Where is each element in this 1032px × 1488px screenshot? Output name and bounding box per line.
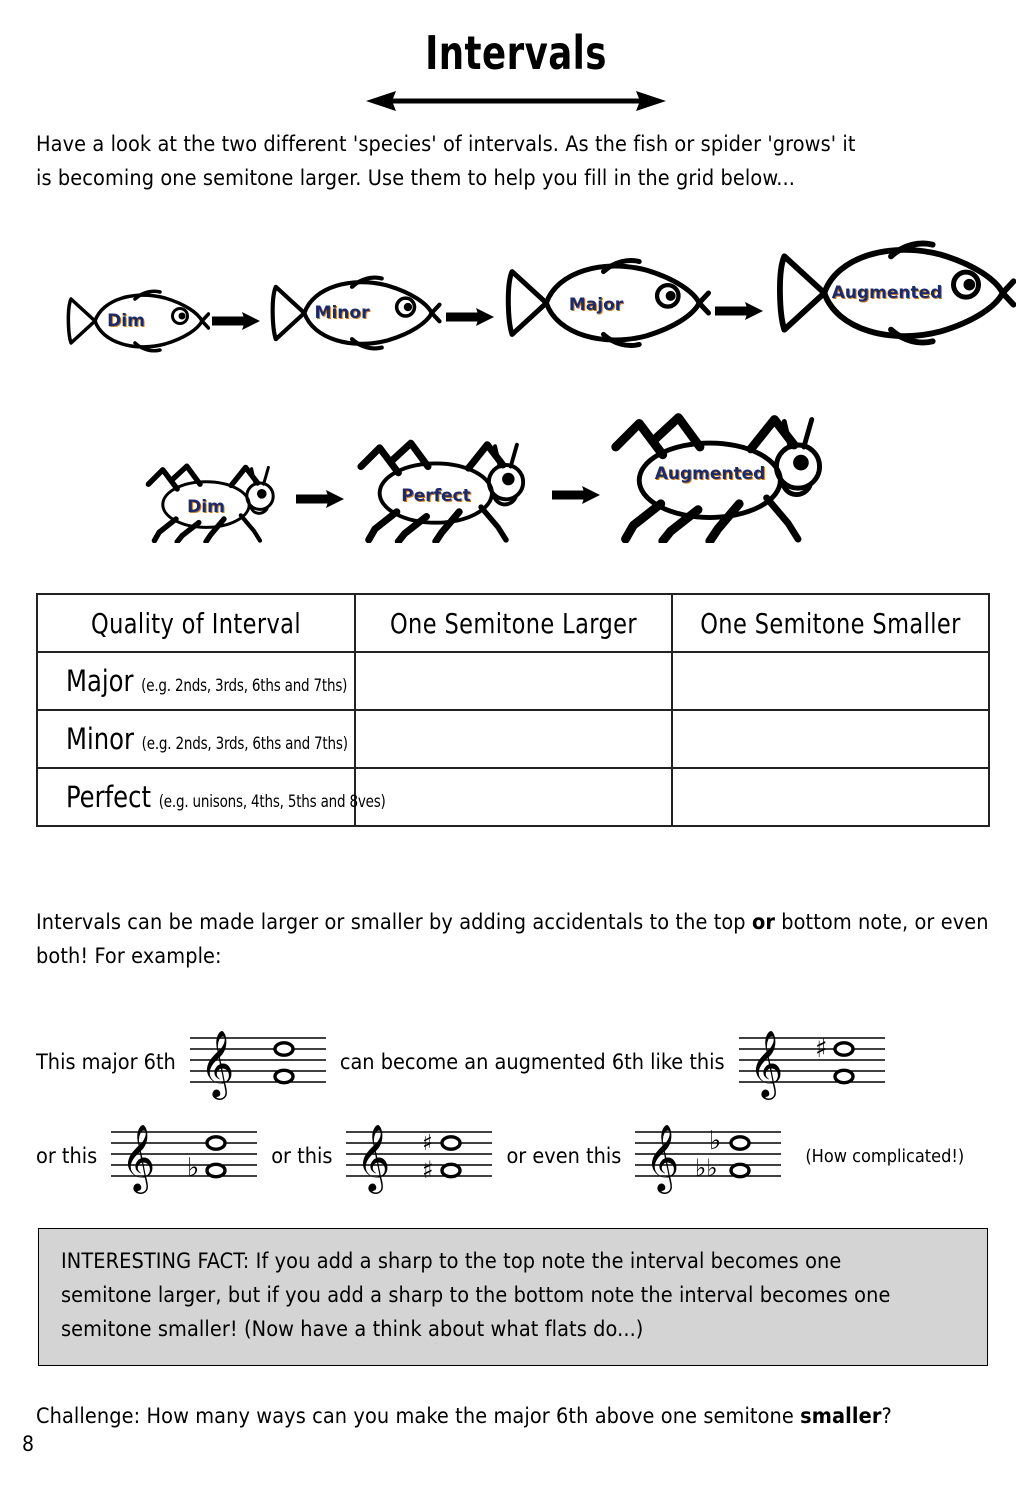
whole-note-top	[207, 1137, 225, 1149]
example-text-can-become: can become an augmented 6th like this	[339, 1049, 725, 1075]
double-sharp-icon: ♯	[422, 1131, 434, 1156]
cell-major-larger[interactable]	[355, 652, 672, 710]
treble-clef-icon: 𝄞	[645, 1123, 680, 1191]
music-staff-icon	[344, 1114, 494, 1194]
fish-icon	[262, 263, 442, 363]
row-examples-minor: (e.g. 2nds, 3rds, 6ths and 7ths)	[141, 732, 348, 753]
example-text-this-major-6th: This major 6th	[36, 1049, 176, 1075]
fish-arrow-2	[446, 307, 494, 331]
sharp-icon: ♯	[422, 1156, 435, 1184]
table-header-larger: One Semitone Larger	[355, 591, 672, 656]
page-title: Intervals	[425, 26, 607, 80]
whole-note-top	[275, 1043, 293, 1055]
music-staff-icon	[188, 1020, 328, 1100]
fact-line-3: semitone smaller! (Now have a think about what flats do...)	[61, 1317, 644, 1342]
music-staff-icon	[737, 1020, 887, 1100]
spider-augmented	[602, 396, 847, 547]
whole-note-bottom	[731, 1164, 749, 1176]
table-header-quality: Quality of Interval	[37, 591, 355, 656]
fish-label-augmented: Augmented	[831, 283, 943, 303]
fish-sequence	[60, 222, 990, 367]
interesting-fact-box	[38, 1228, 988, 1366]
cell-perfect-larger[interactable]	[355, 768, 672, 826]
spider-dim	[140, 453, 290, 547]
challenge-text-a: Challenge: How many ways can you make the major 6th above one semitone	[36, 1404, 801, 1429]
treble-clef-icon: 𝄞	[748, 1029, 783, 1097]
example-text-or-this-1: or this	[36, 1143, 98, 1169]
double-flat-icon: ♭♭	[695, 1154, 718, 1182]
fish-major	[496, 243, 711, 367]
spider-icon	[140, 453, 290, 543]
fish-icon	[766, 223, 1016, 363]
arrow-right-icon	[446, 307, 494, 327]
whole-note-top	[835, 1043, 853, 1055]
example-row-2	[36, 1114, 964, 1198]
treble-clef-icon: 𝄞	[356, 1123, 391, 1191]
accidentals-line-1b: bottom	[774, 910, 852, 935]
music-staff-icon	[109, 1114, 259, 1194]
table-row	[37, 710, 989, 768]
intro-paragraph	[36, 128, 1004, 196]
staff-flat-bottom	[109, 1114, 259, 1198]
sharp-icon: ♯	[814, 1034, 828, 1064]
page-number: 8	[22, 1432, 35, 1456]
spider-label-perfect: Perfect	[401, 486, 471, 506]
arrow-right-icon	[212, 311, 260, 331]
double-headed-arrow-icon	[366, 88, 666, 114]
fish-icon	[496, 243, 711, 363]
fish-dim	[60, 279, 210, 367]
fish-arrow-3	[715, 301, 763, 325]
intro-line-1: Have a look at the two different 'species' of intervals. As the fish or spider 'grows' it	[36, 132, 856, 157]
title-arrow	[0, 88, 1032, 114]
music-staff-icon	[633, 1114, 783, 1194]
row-label-major	[37, 649, 355, 713]
cell-minor-larger[interactable]	[355, 710, 672, 768]
fact-line-1: INTERESTING FACT: If you add a sharp to the top note the interval becomes one	[61, 1249, 842, 1274]
example-text-or-even-this: or even this	[506, 1143, 622, 1169]
fish-augmented	[766, 223, 1016, 367]
flat-icon: ♭	[709, 1126, 722, 1156]
example-text-or-this-2: or this	[271, 1143, 333, 1169]
row-name-minor: Minor	[66, 721, 134, 757]
whole-note-top	[731, 1137, 749, 1149]
accidentals-line-2: note, or even both! For example:	[36, 910, 989, 969]
staff-major-6th	[188, 1020, 328, 1104]
row-label-perfect	[37, 765, 386, 829]
accidentals-paragraph	[36, 906, 996, 974]
spider-icon	[350, 426, 545, 543]
row-label-minor	[37, 707, 355, 771]
fish-arrow-1	[212, 311, 260, 335]
whole-note-bottom	[442, 1164, 460, 1176]
fact-line-2: semitone larger, but if you add a sharp to the bottom note the interval becomes one	[61, 1283, 891, 1308]
fish-label-major: Major	[568, 295, 624, 315]
accidentals-or-bold: or	[751, 910, 775, 935]
challenge-bold-smaller: smaller	[800, 1404, 882, 1429]
whole-note-bottom	[275, 1070, 293, 1082]
staff-flat-top-double-flat-bottom	[633, 1114, 783, 1198]
spider-arrow-1	[296, 489, 344, 513]
arrow-right-icon	[296, 489, 344, 509]
arrow-right-icon	[552, 485, 600, 505]
spider-perfect	[350, 426, 545, 547]
whole-note-bottom	[835, 1070, 853, 1082]
row-examples-major: (e.g. 2nds, 3rds, 6ths and 7ths)	[141, 674, 348, 695]
challenge-line	[36, 1400, 996, 1434]
challenge-text-b: ?	[881, 1404, 892, 1429]
table-row	[37, 768, 989, 826]
treble-clef-icon: 𝄞	[121, 1123, 156, 1191]
whole-note-top	[442, 1137, 460, 1149]
spider-sequence	[140, 392, 880, 547]
cell-major-smaller[interactable]	[672, 652, 989, 710]
fish-label-minor: Minor	[314, 303, 370, 323]
fish-label-dim: Dim	[107, 311, 145, 331]
table-row	[37, 652, 989, 710]
spider-arrow-2	[552, 485, 600, 509]
fish-minor	[262, 263, 442, 367]
row-name-major: Major	[66, 663, 134, 699]
interval-quality-table	[36, 593, 990, 827]
row-examples-perfect: (e.g. unisons, 4ths, 5ths and 8ves)	[158, 790, 386, 811]
whole-note-bottom	[207, 1164, 225, 1176]
fish-icon	[60, 279, 210, 363]
example-row-1	[36, 1020, 899, 1104]
treble-clef-icon: 𝄞	[199, 1029, 235, 1097]
table-header-row	[37, 594, 989, 652]
accidentals-line-1	[36, 910, 852, 935]
table-header-smaller: One Semitone Smaller	[672, 591, 989, 656]
spider-label-augmented: Augmented	[654, 464, 766, 484]
staff-augmented-6th-sharp-top	[737, 1020, 887, 1104]
spider-label-dim: Dim	[187, 497, 225, 517]
spider-icon	[602, 396, 847, 543]
cell-minor-smaller[interactable]	[672, 710, 989, 768]
arrow-right-icon	[715, 301, 763, 321]
staff-double-sharp-top-sharp-bottom	[344, 1114, 494, 1198]
flat-icon: ♭	[187, 1153, 200, 1183]
cell-perfect-smaller[interactable]	[672, 768, 989, 826]
row-name-perfect: Perfect	[66, 779, 151, 815]
example-aside-how-complicated: (How complicated!)	[805, 1145, 965, 1167]
intro-line-2: is becoming one semitone larger. Use them to help you fill in the grid below...	[36, 166, 795, 191]
accidentals-line-1a: Intervals can be made larger or smaller by adding accidentals to the top	[36, 910, 752, 935]
